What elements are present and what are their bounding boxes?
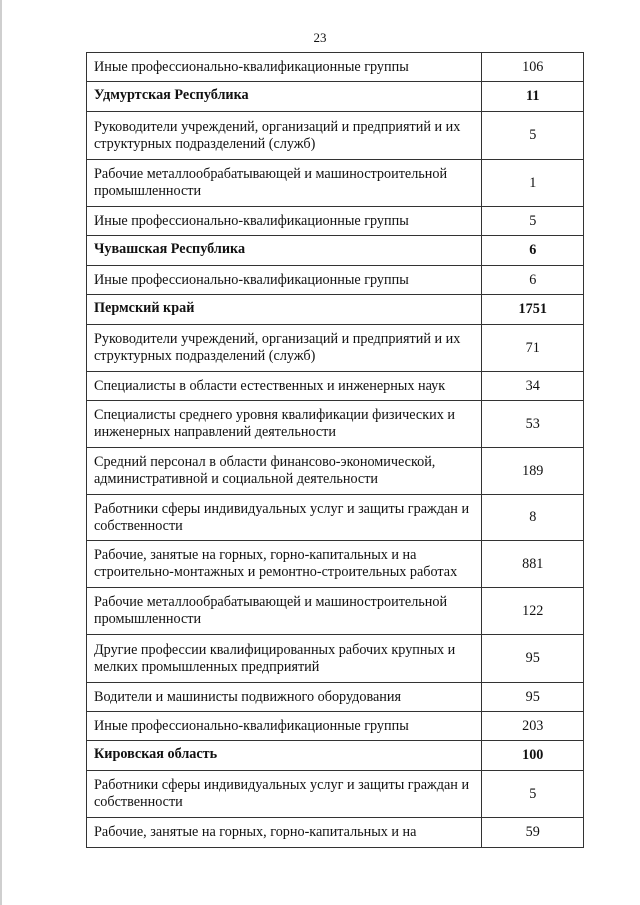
region-row	[87, 741, 584, 771]
group-count: 5	[482, 771, 584, 818]
table-row	[87, 372, 584, 401]
group-name: Иные профессионально-квалификационные группы	[87, 712, 482, 741]
table-row	[87, 495, 584, 541]
table-row	[87, 401, 584, 448]
table-row	[87, 818, 584, 848]
group-count: 189	[482, 448, 584, 495]
group-count: 95	[482, 683, 584, 712]
data-table	[86, 52, 584, 848]
group-name: Работники сферы индивидуальных услуг и защиты граждан и собственности	[87, 771, 482, 818]
group-count: 59	[482, 818, 584, 848]
group-count: 5	[482, 207, 584, 236]
region-name: Чувашская Республика	[87, 236, 482, 266]
region-row	[87, 236, 584, 266]
group-name: Иные профессионально-квалификационные группы	[87, 53, 482, 82]
group-name: Рабочие, занятые на горных, горно-капитальных и на	[87, 818, 482, 848]
group-name: Специалисты среднего уровня квалификации физических и инженерных направлений деятельности	[87, 401, 482, 448]
region-total: 1751	[482, 295, 584, 325]
group-name: Рабочие, занятые на горных, горно-капитальных и на строительно-монтажных и ремонтно-строительных работах	[87, 541, 482, 588]
region-name: Кировская область	[87, 741, 482, 771]
region-name: Пермский край	[87, 295, 482, 325]
table-row	[87, 325, 584, 372]
group-name: Работники сферы индивидуальных услуг и защиты граждан и собственности	[87, 495, 482, 541]
table-row	[87, 635, 584, 683]
region-name: Удмуртская Республика	[87, 82, 482, 112]
table-row	[87, 266, 584, 295]
group-name: Водители и машинисты подвижного оборудования	[87, 683, 482, 712]
group-count: 71	[482, 325, 584, 372]
group-count: 95	[482, 635, 584, 683]
group-count: 6	[482, 266, 584, 295]
region-row	[87, 295, 584, 325]
table-row	[87, 160, 584, 207]
group-name: Рабочие металлообрабатывающей и машиностроительной промышленности	[87, 160, 482, 207]
group-name: Руководители учреждений, организаций и предприятий и их структурных подразделений (служб)	[87, 112, 482, 160]
table-row	[87, 541, 584, 588]
group-count: 34	[482, 372, 584, 401]
group-count: 8	[482, 495, 584, 541]
table-row	[87, 112, 584, 160]
group-count: 53	[482, 401, 584, 448]
table-row	[87, 588, 584, 635]
group-name: Иные профессионально-квалификационные группы	[87, 266, 482, 295]
group-count: 122	[482, 588, 584, 635]
group-name: Средний персонал в области финансово-экономической, административной и социальной деятельности	[87, 448, 482, 495]
group-count: 881	[482, 541, 584, 588]
table-row	[87, 683, 584, 712]
group-name: Специалисты в области естественных и инженерных наук	[87, 372, 482, 401]
group-count: 1	[482, 160, 584, 207]
region-total: 100	[482, 741, 584, 771]
group-name: Руководители учреждений, организаций и предприятий и их структурных подразделений (служб)	[87, 325, 482, 372]
region-row	[87, 82, 584, 112]
page-number: 23	[313, 30, 327, 45]
group-count: 203	[482, 712, 584, 741]
table-row	[87, 712, 584, 741]
table-row	[87, 53, 584, 82]
group-count: 106	[482, 53, 584, 82]
table-row	[87, 448, 584, 495]
region-total: 6	[482, 236, 584, 266]
scan-edge	[0, 0, 2, 905]
region-total: 11	[482, 82, 584, 112]
group-name: Другие профессии квалифицированных рабочих крупных и мелких промышленных предприятий	[87, 635, 482, 683]
group-name: Иные профессионально-квалификационные группы	[87, 207, 482, 236]
table-row	[87, 771, 584, 818]
group-name: Рабочие металлообрабатывающей и машиностроительной промышленности	[87, 588, 482, 635]
group-count: 5	[482, 112, 584, 160]
table-row	[87, 207, 584, 236]
